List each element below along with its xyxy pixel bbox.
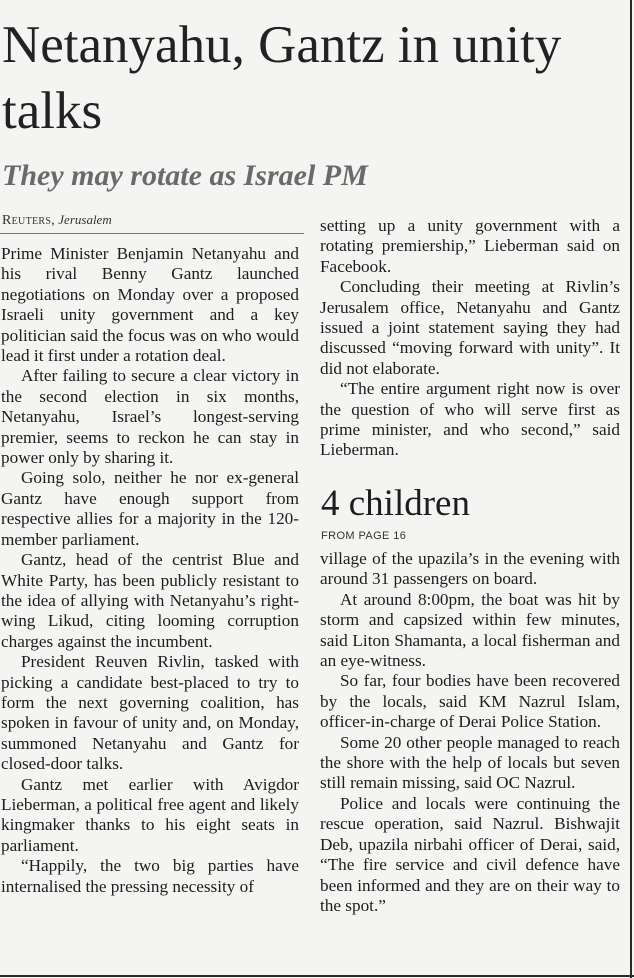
article-paragraph: Concluding their meeting at Rivlin’s Jerusalem office, Netanyahu and Gantz issued a joint statement saying they had discussed “moving forward with unity”. It did not elaborate. bbox=[320, 277, 620, 378]
article-paragraph: Going solo, neither he nor ex-general Gantz have enough support from respective allies for a majority in the 120-member parliament. bbox=[1, 468, 299, 549]
from-page-label: FROM PAGE 16 bbox=[321, 530, 407, 542]
continued-column bbox=[320, 549, 620, 916]
article-column-left bbox=[1, 244, 299, 897]
article-paragraph: Gantz, head of the centrist Blue and White Party, has been publicly resistant to the idea of allying with Netanyahu’s right-wing Likud, citing looming corruption charges against the incumbent. bbox=[1, 550, 299, 651]
continued-heading: 4 children bbox=[321, 483, 470, 524]
byline-rule bbox=[0, 233, 304, 234]
article-paragraph: After failing to secure a clear victory in the second election in six months, Netanyahu, Israel’s longest-serving premier, seems to reckon he can stay in power only by sharing it. bbox=[1, 366, 299, 468]
page-bottom-border bbox=[0, 975, 634, 977]
article-column-right bbox=[320, 216, 620, 461]
page-edge-border bbox=[630, 0, 632, 978]
article-paragraph: Gantz met earlier with Avigdor Lieberman, a political free agent and likely kingmaker thanks to his eight seats in parliament. bbox=[1, 774, 299, 855]
continued-paragraph: So far, four bodies have been recovered by the locals, said KM Nazrul Islam, officer-in-charge of Derai Police Station. bbox=[320, 671, 620, 732]
byline bbox=[2, 212, 112, 229]
byline-agency: Reuters, bbox=[2, 213, 56, 228]
article-paragraph: “Happily, the two big parties have internalised the pressing necessity of bbox=[1, 856, 299, 896]
subheadline: They may rotate as Israel PM bbox=[2, 159, 368, 192]
continued-paragraph: Some 20 other people managed to reach the shore with the help of locals but seven still remain missing, said OC Nazrul. bbox=[320, 732, 620, 793]
article-paragraph: Prime Minister Benjamin Netanyahu and his rival Benny Gantz launched negotiations on Monday over a proposed Israeli unity government and a key politician said the focus was on who would lead it first under a rotation deal. bbox=[1, 244, 299, 366]
article-paragraph: “The entire argument right now is over the question of who will serve first as prime minister, and who second,” said Lieberman. bbox=[320, 379, 620, 460]
continued-paragraph: Police and locals were continuing the rescue operation, said Nazrul. Bishwajit Deb, upazila nirbahi officer of Derai, said, “The fire service and civil defence have been informed and they are on their way to the spot.” bbox=[320, 793, 620, 915]
continued-paragraph: At around 8:00pm, the boat was hit by storm and capsized within few minutes, said Liton Shamanta, a local fisherman and an eye-witness. bbox=[320, 589, 620, 671]
continued-paragraph: village of the upazila’s in the evening with around 31 passengers on board. bbox=[320, 549, 620, 589]
article-paragraph: President Reuven Rivlin, tasked with picking a candidate best-placed to try to form the next governing coalition, has spoken in favour of unity and, on Monday, summoned Netanyahu and Gantz for closed-door talks. bbox=[1, 652, 299, 774]
article-paragraph: setting up a unity government with a rotating premiership,” Lieberman said on Facebook. bbox=[320, 216, 620, 276]
byline-place: Jerusalem bbox=[58, 212, 112, 227]
headline: Netanyahu, Gantz in unity talks bbox=[2, 16, 562, 140]
